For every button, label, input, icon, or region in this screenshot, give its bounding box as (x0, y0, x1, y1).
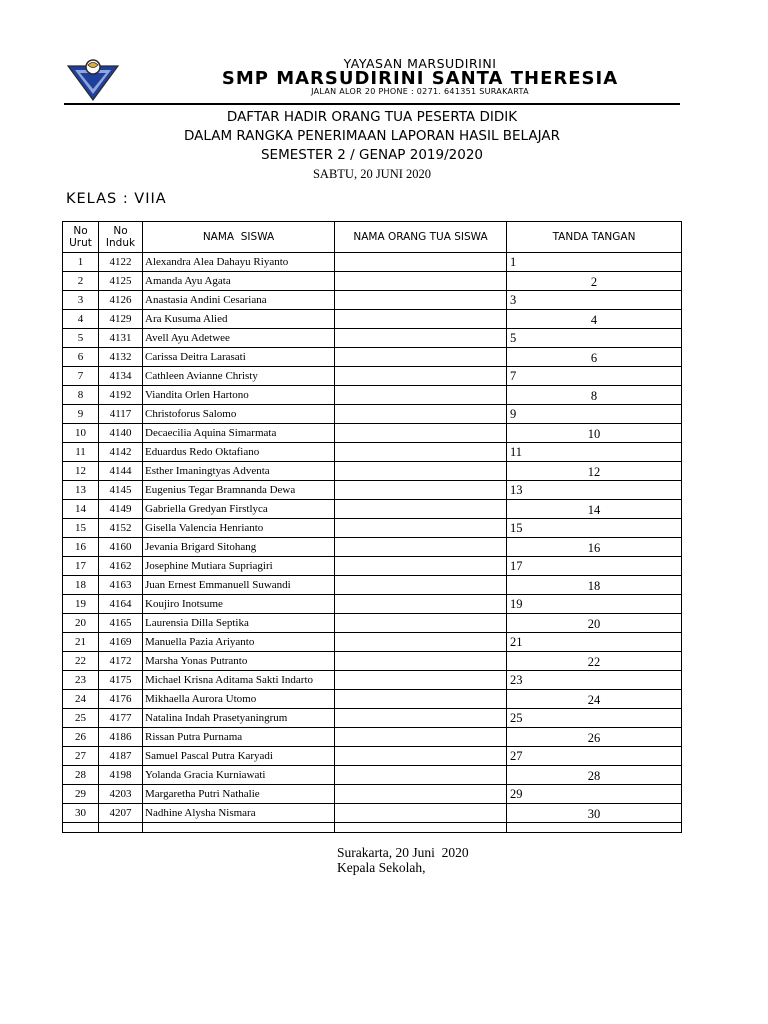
row-nama-siswa: Jevania Brigard Sitohang (143, 538, 335, 557)
row-nama-orang-tua (335, 595, 507, 614)
row-no-induk: 4207 (99, 804, 143, 823)
row-no-urut: 29 (63, 785, 99, 804)
table-row (63, 576, 682, 595)
table-row (63, 291, 682, 310)
row-nama-siswa: Rissan Putra Purnama (143, 728, 335, 747)
signature-number: 28 (587, 769, 601, 783)
row-no-urut: 17 (63, 557, 99, 576)
row-tanda-tangan (507, 272, 682, 291)
header-divider (64, 103, 680, 105)
row-tanda-tangan (507, 405, 682, 424)
signature-number: 10 (587, 427, 601, 441)
row-no-induk: 4162 (99, 557, 143, 576)
row-nama-orang-tua (335, 386, 507, 405)
principal-title: Kepala Sekolah, (337, 860, 426, 875)
row-tanda-tangan (507, 443, 682, 462)
row-no-induk: 4125 (99, 272, 143, 291)
row-no-induk: 4160 (99, 538, 143, 557)
table-row (63, 671, 682, 690)
table-row (63, 253, 682, 272)
signature-number: 3 (510, 293, 517, 307)
row-nama-orang-tua (335, 785, 507, 804)
signature-number: 18 (587, 579, 601, 593)
row-tanda-tangan (507, 557, 682, 576)
row-no-urut: 1 (63, 253, 99, 272)
row-nama-orang-tua (335, 690, 507, 709)
row-no-induk: 4122 (99, 253, 143, 272)
table-row (63, 462, 682, 481)
row-nama-siswa: Josephine Mutiara Supriagiri (143, 557, 335, 576)
row-nama-orang-tua (335, 804, 507, 823)
row-no-urut: 19 (63, 595, 99, 614)
row-no-induk: 4164 (99, 595, 143, 614)
row-tanda-tangan (507, 329, 682, 348)
row-no-urut: 11 (63, 443, 99, 462)
row-nama-siswa: Amanda Ayu Agata (143, 272, 335, 291)
row-nama-orang-tua (335, 709, 507, 728)
signature-number: 25 (510, 711, 523, 725)
table-row (63, 766, 682, 785)
class-label: KELAS : VIIA (66, 191, 167, 207)
attendance-table (62, 221, 682, 833)
row-no-induk: 4149 (99, 500, 143, 519)
place-date: Surakarta, 20 Juni 2020 (337, 845, 469, 860)
row-no-induk: 4186 (99, 728, 143, 747)
table-row (63, 804, 682, 823)
row-no-induk: 4177 (99, 709, 143, 728)
school-address: JALAN ALOR 20 PHONE : 0271. 641351 SURAKARTA (311, 87, 529, 96)
row-tanda-tangan (507, 424, 682, 443)
signature-number: 24 (587, 693, 601, 707)
header-tanda-tangan: TANDA TANGAN (507, 222, 682, 253)
row-nama-orang-tua (335, 633, 507, 652)
row-tanda-tangan (507, 671, 682, 690)
header-no-induk: No Induk (99, 222, 143, 253)
document-title-line-1: DAFTAR HADIR ORANG TUA PESERTA DIDIK (226, 109, 518, 125)
table-header-row (63, 222, 682, 253)
row-tanda-tangan (507, 348, 682, 367)
signature-number: 4 (590, 313, 598, 327)
event-date: SABTU, 20 JUNI 2020 (312, 167, 432, 181)
row-tanda-tangan (507, 386, 682, 405)
signature-number: 2 (590, 275, 598, 289)
table-row (63, 652, 682, 671)
row-nama-orang-tua (335, 557, 507, 576)
blank-cell (507, 823, 682, 833)
signature-number: 11 (510, 445, 523, 459)
signature-number: 17 (510, 559, 523, 573)
table-row (63, 310, 682, 329)
row-nama-orang-tua (335, 652, 507, 671)
row-no-urut: 4 (63, 310, 99, 329)
row-nama-orang-tua (335, 728, 507, 747)
row-tanda-tangan (507, 747, 682, 766)
row-tanda-tangan (507, 633, 682, 652)
row-no-urut: 3 (63, 291, 99, 310)
table-row (63, 728, 682, 747)
row-nama-orang-tua (335, 576, 507, 595)
row-nama-siswa: Gabriella Gredyan Firstlyca (143, 500, 335, 519)
signature-number: 20 (587, 617, 601, 631)
signature-number: 12 (587, 465, 601, 479)
signature-number: 6 (590, 351, 598, 365)
row-no-induk: 4140 (99, 424, 143, 443)
blank-cell (335, 823, 507, 833)
table-row (63, 443, 682, 462)
row-no-urut: 22 (63, 652, 99, 671)
row-no-urut: 23 (63, 671, 99, 690)
row-nama-orang-tua (335, 481, 507, 500)
row-no-urut: 8 (63, 386, 99, 405)
row-no-induk: 4165 (99, 614, 143, 633)
table-row (63, 405, 682, 424)
row-no-urut: 30 (63, 804, 99, 823)
header-nama-siswa: NAMA SISWA (143, 222, 335, 253)
row-tanda-tangan (507, 728, 682, 747)
row-nama-siswa: Marsha Yonas Putranto (143, 652, 335, 671)
signature-number: 23 (510, 673, 523, 687)
row-tanda-tangan (507, 709, 682, 728)
row-nama-orang-tua (335, 614, 507, 633)
row-nama-orang-tua (335, 500, 507, 519)
row-no-induk: 4169 (99, 633, 143, 652)
table-row (63, 595, 682, 614)
blank-cell (143, 823, 335, 833)
table-row (63, 386, 682, 405)
row-no-induk: 4144 (99, 462, 143, 481)
row-tanda-tangan (507, 310, 682, 329)
row-nama-siswa: Margaretha Putri Nathalie (143, 785, 335, 804)
row-nama-siswa: Manuella Pazia Ariyanto (143, 633, 335, 652)
blank-cell (99, 823, 143, 833)
table-row (63, 633, 682, 652)
table-row (63, 747, 682, 766)
row-no-induk: 4192 (99, 386, 143, 405)
document-title-line-3: SEMESTER 2 / GENAP 2019/2020 (260, 147, 484, 163)
row-no-induk: 4129 (99, 310, 143, 329)
row-tanda-tangan (507, 519, 682, 538)
row-tanda-tangan (507, 291, 682, 310)
row-no-induk: 4132 (99, 348, 143, 367)
signature-number: 22 (587, 655, 601, 669)
signature-number: 15 (510, 521, 523, 535)
table-row (63, 500, 682, 519)
signature-number: 19 (510, 597, 523, 611)
row-tanda-tangan (507, 481, 682, 500)
row-tanda-tangan (507, 500, 682, 519)
row-no-urut: 2 (63, 272, 99, 291)
table-row (63, 329, 682, 348)
signature-block (337, 845, 469, 875)
signature-number: 13 (510, 483, 523, 497)
row-no-urut: 26 (63, 728, 99, 747)
blank-cell (63, 823, 99, 833)
row-no-urut: 21 (63, 633, 99, 652)
signature-number: 7 (510, 369, 517, 383)
signature-number: 30 (587, 807, 601, 821)
row-no-induk: 4203 (99, 785, 143, 804)
row-nama-orang-tua (335, 424, 507, 443)
row-no-induk: 4142 (99, 443, 143, 462)
header-no-urut: No Urut (63, 222, 99, 253)
row-nama-siswa: Christoforus Salomo (143, 405, 335, 424)
row-no-urut: 14 (63, 500, 99, 519)
table-row (63, 557, 682, 576)
school-name: SMP MARSUDIRINI SANTA THERESIA (221, 68, 619, 89)
row-nama-siswa: Carissa Deitra Larasati (143, 348, 335, 367)
row-nama-siswa: Cathleen Avianne Christy (143, 367, 335, 386)
row-nama-siswa: Mikhaella Aurora Utomo (143, 690, 335, 709)
table-row (63, 272, 682, 291)
row-nama-orang-tua (335, 405, 507, 424)
row-nama-orang-tua (335, 253, 507, 272)
row-nama-siswa: Decaecilia Aquina Simarmata (143, 424, 335, 443)
row-no-induk: 4163 (99, 576, 143, 595)
row-nama-siswa: Natalina Indah Prasetyaningrum (143, 709, 335, 728)
row-no-urut: 20 (63, 614, 99, 633)
row-tanda-tangan (507, 785, 682, 804)
row-nama-orang-tua (335, 766, 507, 785)
signature-number: 27 (510, 749, 523, 763)
row-nama-siswa: Ara Kusuma Alied (143, 310, 335, 329)
row-nama-siswa: Eugenius Tegar Bramnanda Dewa (143, 481, 335, 500)
row-no-induk: 4176 (99, 690, 143, 709)
row-tanda-tangan (507, 690, 682, 709)
row-no-urut: 18 (63, 576, 99, 595)
table-row (63, 785, 682, 804)
row-nama-siswa: Gisella Valencia Henrianto (143, 519, 335, 538)
row-nama-orang-tua (335, 348, 507, 367)
row-nama-orang-tua (335, 538, 507, 557)
row-tanda-tangan (507, 652, 682, 671)
row-no-induk: 4152 (99, 519, 143, 538)
row-tanda-tangan (507, 804, 682, 823)
row-no-urut: 27 (63, 747, 99, 766)
row-no-urut: 12 (63, 462, 99, 481)
row-no-urut: 16 (63, 538, 99, 557)
row-tanda-tangan (507, 462, 682, 481)
row-nama-orang-tua (335, 519, 507, 538)
row-no-urut: 15 (63, 519, 99, 538)
row-tanda-tangan (507, 253, 682, 272)
row-no-urut: 9 (63, 405, 99, 424)
row-no-induk: 4198 (99, 766, 143, 785)
row-tanda-tangan (507, 576, 682, 595)
row-tanda-tangan (507, 614, 682, 633)
row-nama-orang-tua (335, 291, 507, 310)
row-no-induk: 4175 (99, 671, 143, 690)
row-nama-siswa: Samuel Pascal Putra Karyadi (143, 747, 335, 766)
row-no-induk: 4134 (99, 367, 143, 386)
signature-number: 14 (587, 503, 601, 517)
row-nama-siswa: Avell Ayu Adetwee (143, 329, 335, 348)
row-tanda-tangan (507, 766, 682, 785)
table-row (63, 709, 682, 728)
signature-number: 9 (510, 407, 517, 421)
header-nama-orang-tua: NAMA ORANG TUA SISWA (335, 222, 507, 253)
row-no-induk: 4117 (99, 405, 143, 424)
row-no-induk: 4172 (99, 652, 143, 671)
table-row (63, 538, 682, 557)
row-nama-orang-tua (335, 272, 507, 291)
table-row (63, 367, 682, 386)
row-nama-siswa: Viandita Orlen Hartono (143, 386, 335, 405)
signature-number: 26 (587, 731, 601, 745)
row-nama-orang-tua (335, 443, 507, 462)
table-row (63, 348, 682, 367)
row-nama-orang-tua (335, 367, 507, 386)
row-nama-orang-tua (335, 747, 507, 766)
row-nama-siswa: Nadhine Alysha Nismara (143, 804, 335, 823)
row-no-urut: 28 (63, 766, 99, 785)
table-row (63, 481, 682, 500)
row-no-urut: 5 (63, 329, 99, 348)
row-nama-siswa: Michael Krisna Aditama Sakti Indarto (143, 671, 335, 690)
table-row (63, 690, 682, 709)
signature-number: 21 (510, 635, 523, 649)
signature-number: 29 (510, 787, 523, 801)
row-no-urut: 24 (63, 690, 99, 709)
row-nama-siswa: Koujiro Inotsume (143, 595, 335, 614)
row-nama-orang-tua (335, 329, 507, 348)
row-nama-orang-tua (335, 671, 507, 690)
signature-number: 8 (590, 389, 598, 403)
row-nama-siswa: Laurensia Dilla Septika (143, 614, 335, 633)
row-tanda-tangan (507, 538, 682, 557)
table-row (63, 614, 682, 633)
row-tanda-tangan (507, 367, 682, 386)
row-no-urut: 7 (63, 367, 99, 386)
row-no-urut: 25 (63, 709, 99, 728)
blank-row (63, 823, 682, 833)
document-title-line-2: DALAM RANGKA PENERIMAAN LAPORAN HASIL BELAJAR (184, 128, 560, 144)
row-nama-siswa: Juan Ernest Emmanuell Suwandi (143, 576, 335, 595)
row-tanda-tangan (507, 595, 682, 614)
row-nama-siswa: Esther Imaningtyas Adventa (143, 462, 335, 481)
row-no-urut: 10 (63, 424, 99, 443)
row-no-induk: 4145 (99, 481, 143, 500)
table-row (63, 519, 682, 538)
signature-number: 16 (587, 541, 601, 555)
row-nama-orang-tua (335, 310, 507, 329)
foundation-name: YAYASAN MARSUDIRINI (343, 56, 497, 71)
row-nama-siswa: Eduardus Redo Oktafiano (143, 443, 335, 462)
school-crest-icon (66, 56, 120, 102)
row-nama-orang-tua (335, 462, 507, 481)
signature-number: 1 (510, 255, 517, 269)
signature-number: 5 (510, 331, 517, 345)
table-row (63, 424, 682, 443)
row-nama-siswa: Anastasia Andini Cesariana (143, 291, 335, 310)
row-nama-siswa: Yolanda Gracia Kurniawati (143, 766, 335, 785)
row-no-induk: 4126 (99, 291, 143, 310)
row-no-induk: 4131 (99, 329, 143, 348)
row-no-urut: 6 (63, 348, 99, 367)
row-nama-siswa: Alexandra Alea Dahayu Riyanto (143, 253, 335, 272)
row-no-induk: 4187 (99, 747, 143, 766)
row-no-urut: 13 (63, 481, 99, 500)
